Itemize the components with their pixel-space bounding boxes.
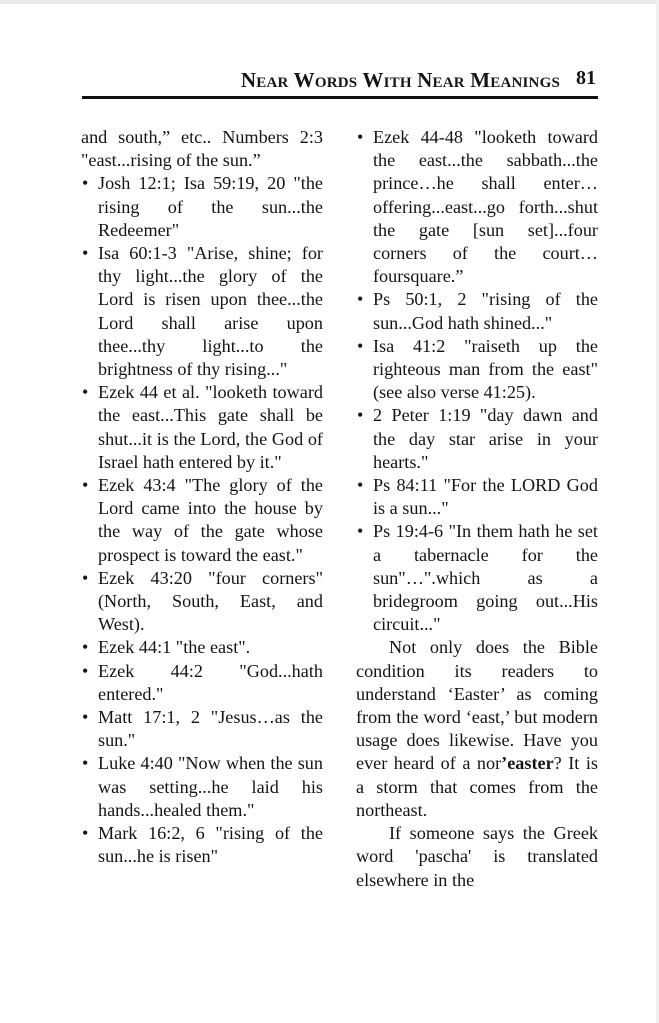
reference-text: Ps 50:1, 2 "rising of the sun...God hath shined..." (373, 289, 598, 333)
list-item (81, 822, 323, 868)
reference-text: Ezek 44:2 "God...hath entered." (98, 660, 323, 704)
running-header (82, 64, 598, 99)
header-title: Near Words With Near Meanings (240, 68, 560, 92)
bullet-icon: • (357, 335, 364, 356)
list-item (356, 335, 598, 405)
list-item (81, 172, 323, 242)
viewer-top-border (0, 0, 659, 4)
pascha-paragraph: If someone says the Greek word 'pascha' is translated elsewhere in the (356, 823, 598, 890)
easter-paragraph (356, 636, 598, 822)
reference-text: Ezek 44-48 "looketh toward the east...the sabbath...the prince…he shall enter…offering...east...go forth...shut the gate [sun set]...four corners of the court…foursquare.” (373, 127, 598, 287)
bullet-icon: • (82, 753, 89, 774)
reference-text: Ps 19:4-6 "In them hath he set a tabernacle for the sun"…".which as a bridegroom going out...His circuit..." (373, 521, 598, 635)
list-item (81, 752, 323, 822)
list-item (81, 474, 323, 567)
bullet-icon: • (82, 382, 89, 403)
bullet-icon: • (82, 173, 89, 194)
bullet-icon: • (82, 243, 89, 264)
right-column (356, 126, 598, 892)
opening-paragraph: and south,” etc.. Numbers 2:3 "east...rising of the sun.” (81, 127, 323, 171)
bullet-icon: • (82, 707, 89, 728)
reference-text: Ezek 43:20 "four corners" (North, South, East, and West). (98, 567, 323, 635)
list-item (356, 288, 598, 334)
reference-text: Josh 12:1; Isa 59:19, 20 "the rising of the sun...the Redeemer" (98, 173, 323, 240)
list-item (356, 404, 598, 474)
reference-text: Ezek 44 et al. "looketh toward the east...This gate shall be shut...it is the Lord, the God of Israel hath entered by it." (98, 382, 323, 472)
bullet-icon: • (82, 567, 89, 588)
reference-text: Ezek 43:4 "The glory of the Lord came into the house by the way of the gate whose prospect is toward the east." (98, 475, 323, 565)
easter-bold-word: ’easter (501, 753, 554, 774)
list-item (356, 126, 598, 288)
bullet-icon: • (82, 823, 89, 844)
list-item (81, 567, 323, 637)
page-number: 81 (576, 67, 596, 89)
list-item (81, 381, 323, 474)
reference-text: 2 Peter 1:19 "day dawn and the day star arise in your hearts." (373, 405, 598, 472)
list-item (81, 660, 323, 706)
left-reference-list (81, 172, 323, 868)
list-item (356, 520, 598, 636)
bullet-icon: • (82, 475, 89, 496)
list-item (81, 706, 323, 752)
list-item (81, 636, 323, 659)
right-reference-list (356, 126, 598, 636)
bullet-icon: • (357, 289, 364, 310)
reference-text: Isa 41:2 "raiseth up the righteous man from the east" (see also verse 41:25). (373, 335, 598, 403)
reference-text: Matt 17:1, 2 "Jesus…as the sun." (98, 707, 323, 751)
reference-text: Mark 16:2, 6 "rising of the sun...he is risen" (98, 823, 323, 867)
bullet-icon: • (357, 405, 364, 426)
bullet-icon: • (357, 475, 364, 496)
list-item (81, 242, 323, 381)
reference-text: Luke 4:40 "Now when the sun was setting...he laid his hands...healed them." (98, 753, 323, 820)
reference-text: Ps 84:11 "For the LORD God is a sun..." (373, 475, 598, 519)
bullet-icon: • (357, 521, 364, 542)
bullet-icon: • (82, 637, 89, 658)
easter-paragraph-end: ? It is a storm that comes from the northeast. (356, 753, 598, 820)
reference-text: Ezek 44:1 "the east". (98, 637, 251, 658)
list-item (356, 474, 598, 520)
bullet-icon: • (82, 660, 89, 681)
reference-text: Isa 60:1-3 "Arise, shine; for thy light...the glory of the Lord is risen upon thee...the Lord shall arise upon thee...thy light...to the brightness of thy rising..." (98, 243, 323, 380)
bullet-icon: • (357, 127, 364, 147)
left-column (81, 126, 323, 869)
easter-paragraph-start: Not only does the Bible condition its readers to understand ‘Easter’ as coming from the word ‘east,’ but modern usage does likewise. Have you ever heard of a nor (356, 637, 598, 774)
